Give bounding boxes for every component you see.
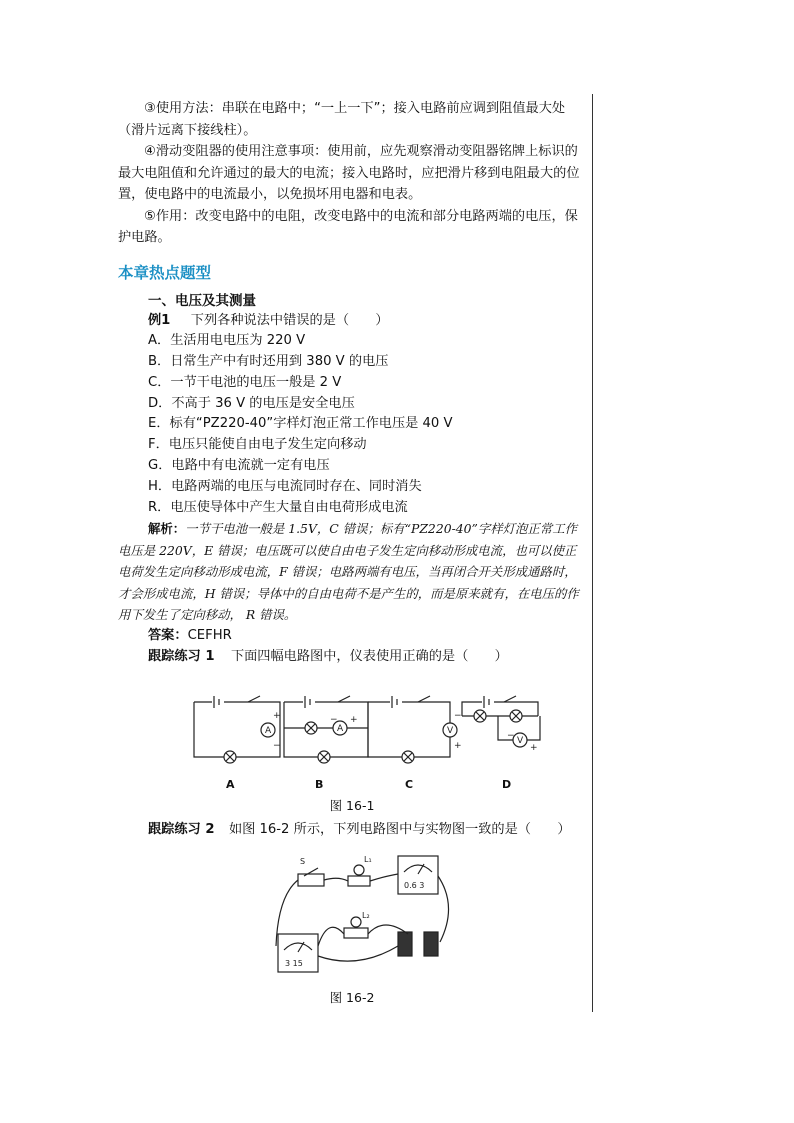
meter-letter-b: A <box>337 723 344 734</box>
circuit-diagrams <box>118 682 586 790</box>
option-d: D．不高于 36 V 的电压是安全电压 <box>148 395 355 411</box>
analysis-label: 解析： <box>148 521 186 537</box>
practice2-question-text: 如图 16-2 所示，下列电路图中与实物图一致的是（ ） <box>228 821 571 837</box>
figure-16-2 <box>118 846 586 1006</box>
meter-letters <box>265 724 524 746</box>
subsection-title: 一、电压及其测量 <box>148 292 256 309</box>
example-label: 例1 <box>148 312 171 328</box>
option-a: A．生活用电电压为 220 V <box>148 333 306 349</box>
answer-label: 答案： <box>148 627 188 643</box>
answer-value: CEFHR <box>187 627 232 643</box>
option-g: G．电路中有电流就一定有电压 <box>148 458 330 474</box>
lamp-icon <box>351 917 361 927</box>
svg-text:−: − <box>330 714 338 725</box>
answer-line <box>148 626 586 647</box>
svg-text:−: − <box>273 740 281 751</box>
switch-label: S <box>300 857 306 867</box>
wiring-illustration <box>118 846 586 984</box>
practice2-question <box>148 820 586 841</box>
paragraph-usage: ③使用方法：串联在电路中；“一上一下”；接入电路前应调到阻值最大处（滑片远离下接线柱）。 <box>118 101 566 138</box>
svg-text:−: − <box>454 710 462 721</box>
option-h: H．电路两端的电压与电流同时存在、同时消失 <box>148 478 422 494</box>
practice1-question <box>148 647 586 668</box>
figure-label-b: B <box>315 777 324 790</box>
battery-icon <box>398 932 412 956</box>
svg-text:+: + <box>454 740 462 751</box>
paragraph-function: ⑤作用：改变电路中的电阻，改变电路中的电流和部分电路两端的电压，保护电路。 <box>118 208 578 245</box>
figure-label-c: C <box>405 777 414 790</box>
svg-text:+: + <box>530 742 538 753</box>
option-c: C．一节干电池的电压一般是 2 V <box>148 374 342 390</box>
circuit-c <box>368 696 457 763</box>
practice2-label: 跟踪练习 2 <box>148 821 215 837</box>
lamp2-label: L₂ <box>362 911 370 921</box>
ammeter-scale-label: 0.6 3 <box>404 881 425 891</box>
paragraph-precautions: ④滑动变阻器的使用注意事项：使用前，应先观察滑动变阻器铭牌上标识的最大电阻值和允许通过的最大的电流；接入电路时，应把滑片移到电阻最大的位置，使电路中的电流最小，以免损坏用电器和电表。 <box>118 144 580 202</box>
svg-text:+: + <box>273 710 281 721</box>
analysis-block <box>118 518 586 626</box>
meter-letter-d: V <box>517 735 524 746</box>
example-question-text: 下列各种说法中错误的是（ ） <box>190 312 389 328</box>
analysis-text: 一节干电池一般是 1.5V，C 错误；标有“PZ220-40”字样灯泡正常工作电压是 220V，E 错误；电压既可以使自由电子发生定向移动形成电流，也可以使正电荷发生定向移动形成电流，F 错误；电路两端有电压，当再闭合开关形成通路时，才会形成电流，H 错误；导体中的自由电荷不是产生的，而是原来就有，在电压的作用下发生了定向移动， R 错误。 <box>118 521 579 623</box>
circuit-d <box>462 696 540 747</box>
circuit-b <box>284 696 368 763</box>
page-margin-rule <box>592 94 593 1012</box>
figure-labels <box>226 778 511 790</box>
svg-text:+: + <box>350 714 358 725</box>
practice1-label: 跟踪练习 1 <box>148 648 215 664</box>
lamp1-label: L₁ <box>364 855 372 865</box>
meter-letter-c: V <box>447 725 454 736</box>
option-b: B．日常生产中有时还用到 380 V 的电压 <box>148 354 389 370</box>
figure-label-d: D <box>502 777 512 790</box>
voltmeter-scale-label: 3 15 <box>285 959 303 969</box>
example-question <box>148 311 586 332</box>
svg-text:−: − <box>507 730 515 741</box>
option-e: E．标有“PZ220-40”字样灯泡正常工作电压是 40 V <box>148 416 453 432</box>
practice1-question-text: 下面四幅电路图中，仪表使用正确的是（ ） <box>230 648 508 664</box>
option-r: R．电压使导体中产生大量自由电荷形成电流 <box>148 499 408 515</box>
example-options <box>118 331 586 518</box>
section-title: 本章热点题型 <box>118 263 212 282</box>
figure-label-a: A <box>226 777 235 790</box>
switch-icon <box>298 874 324 886</box>
document-body <box>118 98 586 1006</box>
option-f: F．电压只能使自由电子发生定向移动 <box>148 437 367 453</box>
lamp-icon <box>354 865 364 875</box>
figure-16-1-caption: 图 16-1 <box>329 797 375 813</box>
figure-16-1 <box>118 682 586 814</box>
figure-16-2-caption: 图 16-2 <box>329 990 375 1006</box>
meter-letter-a: A <box>265 725 272 736</box>
battery-icon <box>424 932 438 956</box>
